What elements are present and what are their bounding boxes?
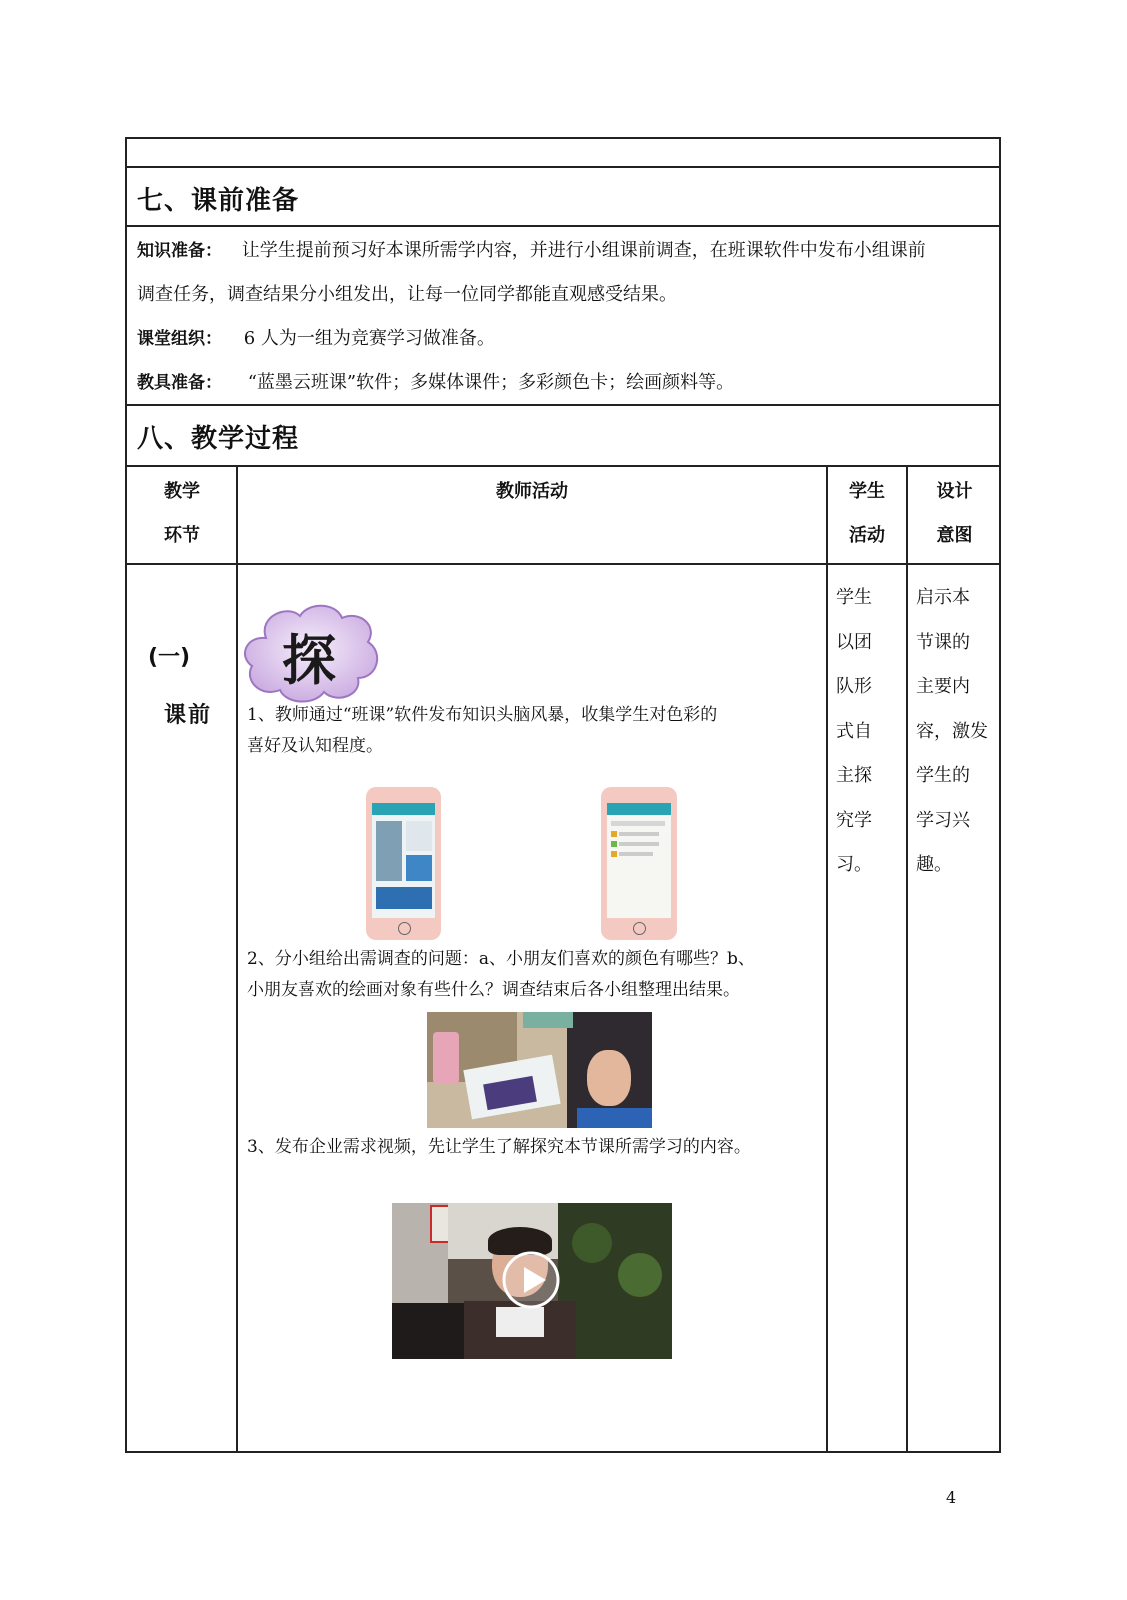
design-intent-line: 容，激发 bbox=[916, 720, 988, 742]
design-intent bbox=[916, 576, 988, 888]
class-organization bbox=[137, 317, 997, 361]
design-intent-line: 节课的 bbox=[916, 631, 970, 653]
phone-screenshot bbox=[366, 787, 441, 940]
tools-label: 教具准备： bbox=[137, 373, 222, 393]
classroom-photo bbox=[427, 1012, 652, 1128]
student-activity-line: 以团 bbox=[836, 631, 872, 653]
table-divider bbox=[125, 563, 1001, 565]
student-activity-line: 习。 bbox=[836, 854, 872, 875]
knowledge-label: 知识准备： bbox=[137, 241, 222, 261]
section-7-title: 七、课前准备 bbox=[137, 186, 300, 216]
tools-text: “蓝墨云班课”软件；多媒体课件；多彩颜色卡；绘画颜料等。 bbox=[247, 372, 735, 393]
class-text: 6 人为一组为竞赛学习做准备。 bbox=[243, 328, 495, 349]
header-student-2: 活动 bbox=[849, 525, 885, 546]
column-divider bbox=[826, 465, 828, 1453]
knowledge-text-2: 调查任务，调查结果分小组发出，让每一位同学都能直观感受结果。 bbox=[137, 284, 677, 305]
design-intent-line: 启示本 bbox=[916, 587, 970, 608]
student-activity-line: 究学 bbox=[836, 809, 872, 831]
stage-name: 课前 bbox=[164, 703, 213, 728]
activity-1-line-1: 1、教师通过“班课”软件发布知识头脑风暴，收集学生对色彩的 bbox=[247, 705, 718, 725]
phone-screenshot bbox=[601, 787, 677, 940]
play-icon[interactable] bbox=[500, 1249, 562, 1311]
design-intent-line: 主要内 bbox=[916, 676, 970, 697]
header-stage-2: 环节 bbox=[164, 525, 200, 546]
activity-2 bbox=[247, 944, 817, 1006]
header-stage bbox=[150, 470, 214, 558]
header-stage-1: 教学 bbox=[164, 481, 200, 502]
video-thumbnail[interactable] bbox=[392, 1203, 672, 1359]
student-activity-line: 学生 bbox=[836, 587, 872, 608]
knowledge-prep bbox=[137, 229, 997, 273]
table-divider bbox=[125, 166, 1001, 168]
header-design-1: 设计 bbox=[936, 481, 973, 502]
activity-1-line-2: 喜好及认知程度。 bbox=[247, 736, 383, 756]
stage-number: (一) bbox=[148, 645, 191, 670]
header-student bbox=[828, 470, 906, 558]
header-student-1: 学生 bbox=[849, 481, 885, 502]
section-8-title: 八、教学过程 bbox=[137, 424, 300, 454]
activity-3: 3、发布企业需求视频，先让学生了解探究本节课所需学习的内容。 bbox=[247, 1137, 751, 1157]
knowledge-text-1: 让学生提前预习好本课所需学内容，并进行小组课前调查，在班课软件中发布小组课前 bbox=[241, 240, 926, 261]
activity-1 bbox=[247, 700, 817, 762]
student-activity-line: 主探 bbox=[836, 765, 872, 786]
table-divider bbox=[125, 225, 1001, 227]
header-teacher: 教师活动 bbox=[496, 481, 568, 502]
column-divider bbox=[906, 465, 908, 1453]
class-label: 课堂组织： bbox=[137, 329, 222, 349]
student-activity bbox=[836, 576, 872, 888]
design-intent-line: 趣。 bbox=[916, 854, 952, 875]
home-button-icon bbox=[398, 922, 411, 935]
design-intent-line: 学习兴 bbox=[916, 809, 970, 831]
tools-prep bbox=[137, 361, 997, 405]
table-divider bbox=[125, 465, 1001, 467]
page-number: 4 bbox=[946, 1488, 957, 1507]
header-design-2: 意图 bbox=[936, 525, 973, 546]
activity-2-line-2: 小朋友喜欢的绘画对象有些什么？调查结束后各小组整理出结果。 bbox=[247, 980, 740, 1000]
design-intent-line: 学生的 bbox=[916, 765, 970, 786]
header-design bbox=[908, 470, 1001, 558]
student-activity-line: 式自 bbox=[836, 720, 872, 742]
badge-character: 探 bbox=[282, 628, 336, 692]
home-button-icon bbox=[633, 922, 646, 935]
student-activity-line: 队形 bbox=[836, 676, 872, 697]
activity-2-line-1: 2、分小组给出需调查的问题：a、小朋友们喜欢的颜色有哪些？b、 bbox=[247, 949, 755, 969]
